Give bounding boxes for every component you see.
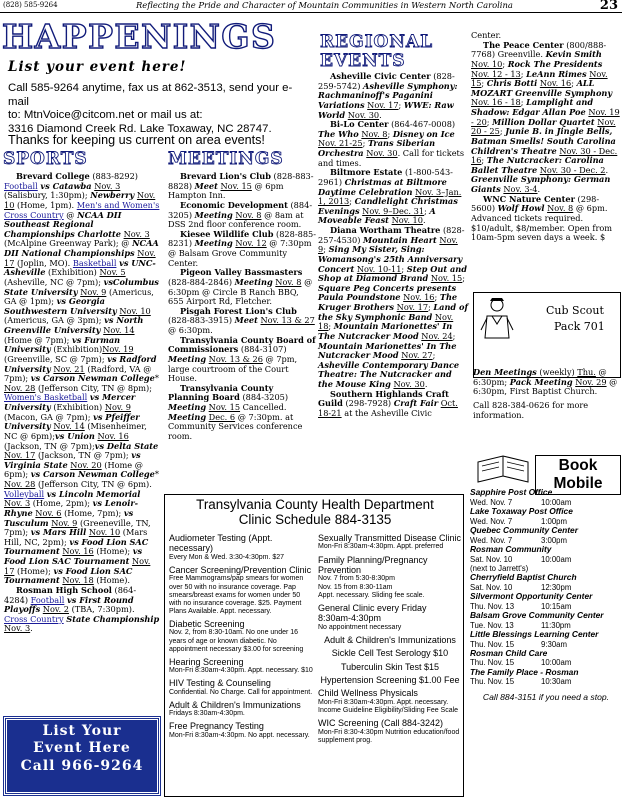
- thanks-line: Thanks for keeping us current on area events!: [8, 133, 265, 147]
- contact-line-3: 3316 Diamond Creek Rd. Lake Toxaway, NC 28747.: [8, 122, 272, 135]
- contact-line-1: Call 585-9264 anytime, fax us at 862-3513, send your e-mail: [8, 82, 293, 108]
- happenings-title: HAPPENINGS: [2, 17, 277, 56]
- cub-scout-box: [473, 292, 621, 378]
- bookmobile-stop: The Family Place - Rosman Thu. Nov. 15 10:30am: [470, 666, 579, 687]
- meetings-heading: MEETINGS: [168, 149, 284, 169]
- regional-column: Asheville Civic Center (828-259-5742) Asheville Symphony: Rachmaninoff's Paganini Variations Nov. 17; WWE: Raw World Nov. 30. Bi-Lo Center (864-467-0008) The Who Nov. 8; Disney on Ice Nov. 21-25; Trans Siberian Orchestra Nov. 30. Call for tickets and times. Biltmore Estate (1-800-543-2961) Christmas at Biltmore Daytime Celebration Nov. 3–Jan. 1, 2013; Candlelight Christmas Evenings Nov. 9–Dec. 31; A Moveable Feast Nov. 10. Diana Wortham Theatre (828-257-4530) Mountain Heart Nov. 9; Sing My Sister, Sing: Womansong's 25th Anniversary Concert Nov. 10-11; Step Out and Shop at Diamond Brand Nov. 15; Square Peg Concerts presents Paula Poundstone Nov. 16; The Kruger Brothers Nov. 17; Land of the Sky Symphonic Band Nov. 18; Mountain Marionettes' In The Nutcracker Mood Nov. 24; Mountain Marionettes' In The Nutcracker Mood Nov. 27; Asheville Contemporary Dance Theatre: The Nutcracker and the Mouse King Nov. 30. Southern Highlands Craft Guild (298-7928) Craft Fair Oct. 18-21 at the Asheville Civic: [318, 71, 468, 418]
- scout-icon: [478, 296, 516, 340]
- sports-column: Brevard College (883-8292) Football vs Catawba Nov. 3 (Salisbury, 1:30pm); Newberry Nov. 10 (Home, 1pm). Men's and Women's Cross Country @ NCAA DII Southeast Regional Championships Charlotte Nov. 3 (McAlpine Greenway Park); @ NCAA DII National Championships Nov. 17 (Joplin, MO). Basketball vs UNC-Asheville (Exhibition) Nov. 5 (Asheville, NC @ 7pm); vsColumbus State University Nov. 9 (Americus, GA @ 1pm); vs Georgia Southwestern University Nov. 10 (Americus, GA @ 3pm); vs North Greenville University Nov. 14 (Home @ 7pm); vs Furman University (Exhibition)Nov. 19 (Greenville, SC @ 7pm); vs Radford University Nov. 21 (Radford, VA @ 7pm); vs Carson Newman College* Nov. 28 (Jefferson City, TN @ 8pm); Women's Basketball vs Mercer University (Exhibition) Nov. 9 (Macon, GA @ 7pm); vs Pfeiffer University Nov. 14 (Misenheimer, NC @ 6pm);vs Union Nov. 16 (Jackson, TN @ 7pm);vs Delta State Nov. 17 (Jackson, TN @ 7pm); vs Virginia State Nov. 20 (Home @ 6pm); vs Carson Newman College* Nov. 28 (Jefferson City, TN @ 6pm). Volleyball vs Lincoln Memorial Nov. 3 (Home, 2pm); vs Lenoir-Rhyne Nov. 6 (Home, 7pm); vs Tusculum Nov. 9 (Greeneville, TN, 7pm); vs Mars Hill Nov. 10 (Mars Hill, NC, 2pm); vs Food Lion SAC Tournament Nov. 16 (Home); vs Food Lion SAC Tournament Nov. 17 (Home); vs Food Lion SAC Tournament Nov. 18 (Home). Rosman High School (864-4284) Football vs First Round Playoffs Nov. 2 (TBA, 7:30pm). Cross Country State Championship Nov. 3.: [4, 171, 160, 634]
- health-col-right: Sexually Transmitted Disease Clinic Mon-Fri 8:30am-4:30pm. Appt. preferred Family Planning/Pregnancy Prevention Nov. 7 from 5:30-8:30pm Nov. 15 from 8:30-11am Appt. necessary. Sliding fee scale. General Clinic every Friday 8:30am-4:30pm No appointment necessary Adult & Children's Immunizations Sickle Cell Test Serology $10 Tuberculin Skin Test $15 Hypertension Screening $1.00 Fee Child Wellness Physicals Mon-Fri 8:30am-4:30pm. Appt. necessary. Income Guideline Eligibility/Sliding Fee Scale WIC Screening (Call 884-3242) Mon-Fri 8:30-4:30pm Nutrition education/food supplement prog.: [318, 533, 462, 744]
- bookmobile-schedule: [470, 488, 622, 703]
- bookmobile-stop: Balsam Grove Community Center Tue. Nov. 13 11:30pm: [470, 609, 604, 630]
- books-icon: [474, 454, 532, 488]
- bookmobile-footer: Call 884-3151 if you need a stop.: [482, 692, 610, 703]
- bookmobile-stop: Rosman Community Sat. Nov. 10 10:00am (next to Jarrett's): [470, 543, 572, 573]
- happenings-subtitle: List your event here!: [8, 59, 187, 75]
- header-phone: (828) 585-9264: [3, 1, 58, 9]
- contact-line-2: to: MtnVoice@citcom.net or mail us at:: [8, 109, 203, 122]
- health-subtitle: Clinic Schedule 884-3135: [238, 511, 392, 527]
- regional-heading: REGIONAL EVENTS: [320, 32, 434, 71]
- contact-info: [8, 82, 313, 136]
- header-tagline: Reflecting the Pride and Character of Mountain Communities in Western North Carolina: [136, 0, 513, 10]
- regional-column-cont: Center. The Peace Center (800/888-7768) Greenville. Kevin Smith Nov. 10; Rock The Presidents Nov. 12 - 13; LeAnn Rimes Nov. 15; Chris Botti Nov. 16; ALL MOZART Greenville Symphony Nov. 16 - 18; Lamplight and Shadow: Edgar Allan Poe Nov. 19 - 20; Million Dollar Quartet Nov. 20 - 25; Junie B. in Jingle Bells, Batman Smells! South Carolina Children's Theatre Nov. 30 - Dec. 16; The Nutcracker: Carolina Ballet Theatre Nov. 30 - Dec. 2. Greenville Symphony: German Giants Nov. 3-4. WNC Nature Center (298-5600) Wolf Howl Nov. 8 @ 6pm. Advanced tickets required. $10/adult, $8/member. Open from 10am-5pm seven days a week. $: [471, 30, 620, 243]
- health-title: Transylvania County Health Department: [196, 497, 434, 512]
- bookmobile-stop: Little Blessings Learning Center Thu. Nov. 15 9:30am: [470, 628, 599, 649]
- bookmobile-stop: Sapphire Post Office Wed. Nov. 7 10:00am: [470, 487, 572, 507]
- page-number: 23: [599, 0, 618, 13]
- list-event-box: List Your Event Here Call 966-9264: [4, 717, 160, 795]
- bookmobile-stop: Lake Toxaway Post Office Wed. Nov. 7 1:00pm: [470, 505, 573, 526]
- cub-scout-text: Den Meetings (weekly) Thu. @ 6:30pm; Pack Meeting Nov. 29 @ 6:30pm, First Baptist Church. Call 828-384-0626 for more information.: [473, 367, 618, 420]
- cub-title-1: Cub Scout: [546, 304, 604, 317]
- health-col-left: Audiometer Testing (Appt. necessary) Every Mon & Wed. 3:30-4:30pm. $27 Cancer Screening/Prevention Clinic Free Mammograms/pap smears for women over 50 with no insurance coverage. Pap smears/breast exams for women under 50 with no insurance coverage. $25. Payment Plans Available. Appt. necessary. Diabetic Screening Nov. 2, from 8:30-10am. No one under 16 years of age or known diabetic. No appointment necessary $3.00 for screening Hearing Screening Mon-Fri 8:30am-4:30pm. Appt. necessary. $10 HIV Testing & Counseling Confidential. No Charge. Call for appointment. Adult & Children's Immunizations Fridays 8:30am-4:30pm. Free Pregnancy Testing Mon-Fri 8:30am-4:30pm. No appt. necessary.: [169, 533, 313, 739]
- sports-heading: SPORTS: [3, 149, 88, 169]
- bookmobile-stop: Silvermont Opportunity Center Thu. Nov. 13 10:15am: [470, 590, 593, 611]
- cub-title-2: Pack 701: [554, 320, 605, 333]
- page-header: [0, 0, 622, 13]
- bookmobile-title: Book Mobile: [535, 455, 621, 495]
- bookmobile-stop: Quebec Community Center Wed. Nov. 7 3:00pm: [470, 524, 578, 545]
- bookmobile-stop: Cherryfield Baptist Church Sat. Nov. 10 12:30pm: [470, 571, 577, 592]
- health-clinic-schedule: [164, 494, 464, 797]
- meetings-column: Brevard Lion's Club (828-883-8828) Meet Nov. 15 @ 6pm Hampton Inn. Economic Development (884-3205) Meeting Nov. 8 @ 8am at DSS 2nd floor conference room. Kiesee Wildlife Club (828-885-8231) Meeting Nov. 12 @ 7:30pm @ Balsam Grove Community Center. Pigeon Valley Bassmasters (828-884-2846) Meeting Nov. 8 @ 6:30pm @ Circle B Ranch BBQ, 655 Airport Rd, Fletcher. Pisgah Forest Lion's Club (828-883-3915) Meet Nov. 13 & 27 @ 6:30pm. Transylvania County Board of Commissioners (884-3107) Meeting Nov. 13 & 26 @ 7pm, large courtroom of the Court House. Transylvania County Planning Board (884-3205) Meeting Nov. 15 Cancelled. Meeting Dec. 6 @ 7:30pm. at Community Services conference room.: [168, 171, 317, 441]
- bookmobile-stop: Rosman Child Care Thu. Nov. 15 10:00am: [470, 647, 572, 668]
